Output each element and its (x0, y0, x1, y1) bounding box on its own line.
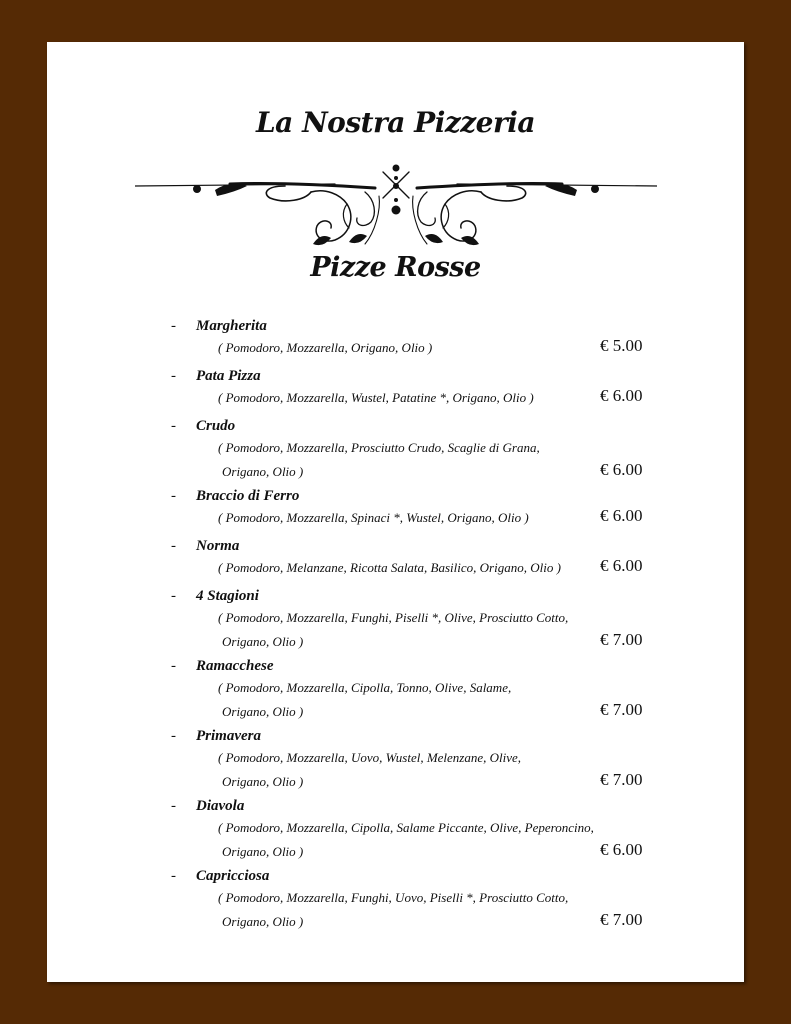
menu-item-bullet: - (171, 868, 176, 884)
menu-item-bullet: - (171, 728, 176, 744)
menu-item-ingredients: Origano, Olio ) (222, 464, 304, 479)
menu-item-price: € 7.00 (600, 910, 643, 929)
menu-item-price: € 6.00 (600, 556, 643, 575)
menu-item-name: Primavera (196, 728, 261, 744)
menu-item-ingredients: ( Pomodoro, Mozzarella, Origano, Olio ) (218, 340, 433, 355)
menu-item-ingredients: ( Pomodoro, Melanzane, Ricotta Salata, Basilico, Origano, Olio ) (218, 560, 561, 575)
menu-item-ingredients: ( Pomodoro, Mozzarella, Funghi, Piselli *, Olive, Prosciutto Cotto, (218, 610, 569, 625)
menu-item-bullet: - (171, 368, 176, 384)
menu-item-bullet: - (171, 798, 176, 814)
menu-item-ingredients: ( Pomodoro, Mozzarella, Cipolla, Salame Piccante, Olive, Peperoncino, (218, 820, 594, 835)
menu-item-ingredients: ( Pomodoro, Mozzarella, Wustel, Patatine *, Origano, Olio ) (218, 390, 534, 405)
menu-item-ingredients: Origano, Olio ) (222, 634, 304, 649)
menu-item-ingredients: Origano, Olio ) (222, 774, 304, 789)
menu-item-name: Margherita (196, 318, 267, 334)
menu-item-ingredients: Origano, Olio ) (222, 914, 304, 929)
menu-item-name: Norma (196, 538, 240, 554)
menu-item-ingredients: ( Pomodoro, Mozzarella, Funghi, Uovo, Piselli *, Prosciutto Cotto, (218, 890, 569, 905)
menu-item-name: Braccio di Ferro (196, 488, 300, 504)
menu-item-name: Capricciosa (196, 868, 270, 884)
menu-item-name: Crudo (196, 418, 236, 434)
menu-item-price: € 6.00 (600, 386, 643, 405)
menu-item-ingredients: ( Pomodoro, Mozzarella, Spinaci *, Wustel, Origano, Olio ) (218, 510, 529, 525)
menu-item-bullet: - (171, 658, 176, 674)
menu-item-bullet: - (171, 538, 176, 554)
menu-item-name: Diavola (196, 798, 245, 814)
menu-item-ingredients: Origano, Olio ) (222, 844, 304, 859)
flourish-divider-icon (135, 162, 657, 254)
menu-item-ingredients: ( Pomodoro, Mozzarella, Prosciutto Crudo, Scaglie di Grana, (218, 440, 540, 455)
menu-page (47, 42, 744, 982)
menu-item-bullet: - (171, 588, 176, 604)
page-title: La Nostra Pizzeria (255, 106, 536, 139)
menu-item-bullet: - (171, 418, 176, 434)
menu-item-price: € 6.00 (600, 506, 643, 525)
menu-item-name: 4 Stagioni (196, 588, 259, 604)
menu-item-ingredients: ( Pomodoro, Mozzarella, Uovo, Wustel, Melenzane, Olive, (218, 750, 522, 765)
menu-item-ingredients: Origano, Olio ) (222, 704, 304, 719)
menu-item-bullet: - (171, 318, 176, 334)
menu-item-price: € 7.00 (600, 630, 643, 649)
menu-item-name: Pata Pizza (196, 368, 261, 384)
menu-item-price: € 5.00 (600, 336, 643, 355)
menu-item-name: Ramacchese (196, 658, 274, 674)
menu-item-price: € 6.00 (600, 460, 643, 479)
menu-item-price: € 7.00 (600, 700, 643, 719)
menu-item-bullet: - (171, 488, 176, 504)
section-title: Pizze Rosse (310, 252, 481, 283)
menu-item-price: € 7.00 (600, 770, 643, 789)
menu-item-price: € 6.00 (600, 840, 643, 859)
menu-item-ingredients: ( Pomodoro, Mozzarella, Cipolla, Tonno, Olive, Salame, (218, 680, 512, 695)
